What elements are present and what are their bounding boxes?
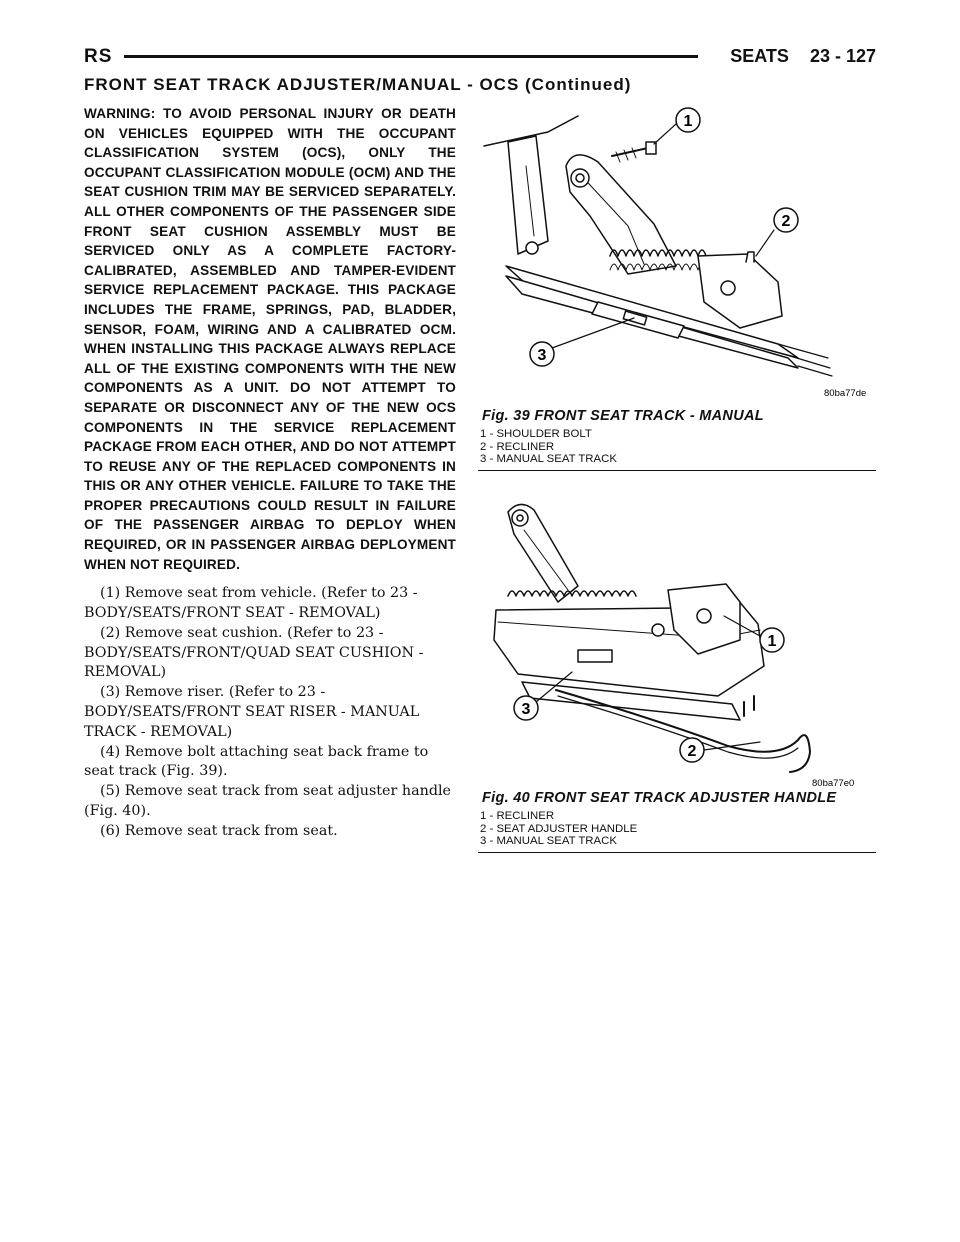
section-title: FRONT SEAT TRACK ADJUSTER/MANUAL - OCS (Continued): [84, 75, 632, 94]
procedure-step: (5) Remove seat track from seat adjuster handle (Fig. 40).: [84, 783, 452, 820]
callout-3: [530, 342, 554, 366]
header-right: [730, 46, 876, 67]
procedure-steps: [84, 584, 456, 841]
figure-divider: [478, 852, 876, 853]
procedure-step: (2) Remove seat cushion. (Refer to 23 - BODY/SEATS/FRONT/QUAD SEAT CUSHION - REMOVAL): [84, 624, 424, 681]
header-rule: [124, 55, 698, 58]
header-section: SEATS: [730, 46, 789, 66]
figure-caption: Fig. 39 FRONT SEAT TRACK - MANUAL: [482, 408, 764, 424]
legend-item: 2 - SEAT ADJUSTER HANDLE: [480, 822, 638, 835]
page-header: [84, 44, 876, 74]
svg-text:2: 2: [781, 213, 791, 230]
left-column: [84, 104, 456, 842]
svg-text:3: 3: [537, 347, 547, 364]
legend-item: 2 - RECLINER: [480, 440, 555, 453]
callout-3: [514, 696, 538, 720]
svg-text:2: 2: [687, 743, 697, 760]
figure-40: [478, 490, 876, 853]
svg-text:3: 3: [521, 701, 531, 718]
header-page-number: 23 - 127: [809, 46, 876, 66]
procedure-step: (1) Remove seat from vehicle. (Refer to 23 - BODY/SEATS/FRONT SEAT - REMOVAL): [84, 585, 418, 622]
legend-item: 1 - RECLINER: [480, 810, 555, 822]
figure-39: [478, 106, 876, 471]
seat-track-manual-illustration: [478, 106, 876, 408]
figure-legend: [480, 810, 876, 848]
warning-paragraph: WARNING: TO AVOID PERSONAL INJURY OR DEATH ON VEHICLES EQUIPPED WITH THE OCCUPANT CLASSIFICATION SYSTEM (OCS), ONLY THE OCCUPANT CLASSIFICATION MODULE (OCM) AND THE SEAT CUSHION TRIM MAY BE SERVICED SEPARATELY. ALL OTHER COMPONENTS OF THE PASSENGER SIDE FRONT SEAT CUSHION ASSEMBLY MUST BE SERVICED ONLY AS A COMPLETE FACTORY-CALIBRATED, ASSEMBLED AND TAMPER-EVIDENT SERVICE REPLACEMENT PACKAGE. THIS PACKAGE INCLUDES THE FRAME, SPRINGS, PAD, BLADDER, SENSOR, FOAM, WIRING AND A CALIBRATED OCM. WHEN INSTALLING THIS PACKAGE ALWAYS REPLACE ALL OF THE EXISTING COMPONENTS WITH THE NEW COMPONENTS AS A UNIT. DO NOT ATTEMPT TO SEPARATE OR DISCONNECT ANY OF THE NEW OCS COMPONENTS IN THE SERVICE REPLACEMENT PACKAGE FROM EACH OTHER, AND DO NOT ATTEMPT TO REUSE ANY OF THE REPLACED COMPONENTS IN THIS OR ANY OTHER VEHICLE. FAILURE TO TAKE THE PROPER PRECAUTIONS COULD RESULT IN FAILURE OF THE PASSENGER AIRBAG TO DEPLOY WHEN REQUIRED, OR IN PASSENGER AIRBAG DEPLOYMENT WHEN NOT REQUIRED.: [84, 106, 456, 572]
procedure-step: (4) Remove bolt attaching seat back frame to seat track (Fig. 39).: [84, 743, 429, 780]
procedure-step: (3) Remove riser. (Refer to 23 - BODY/SEATS/FRONT SEAT RISER - MANUAL TRACK - REMOVAL): [84, 684, 420, 740]
figure-legend: [480, 428, 876, 466]
image-code: 80ba77de: [824, 388, 867, 399]
svg-text:1: 1: [767, 633, 777, 650]
image-code: 80ba77e0: [812, 778, 855, 789]
figure-caption: Fig. 40 FRONT SEAT TRACK ADJUSTER HANDLE: [482, 790, 837, 806]
callout-1: [676, 108, 700, 132]
legend-item: 3 - MANUAL SEAT TRACK: [480, 453, 617, 466]
callout-2: [680, 738, 704, 762]
svg-text:1: 1: [683, 113, 693, 130]
legend-item: 1 - SHOULDER BOLT: [480, 428, 592, 440]
callout-2: [774, 208, 798, 232]
figure-divider: [478, 470, 876, 471]
callout-1: [760, 628, 784, 652]
legend-item: 3 - MANUAL SEAT TRACK: [480, 835, 617, 848]
header-manual-code: RS: [84, 46, 113, 67]
seat-track-adjuster-handle-illustration: [478, 490, 876, 790]
procedure-step: (6) Remove seat track from seat.: [100, 822, 338, 839]
